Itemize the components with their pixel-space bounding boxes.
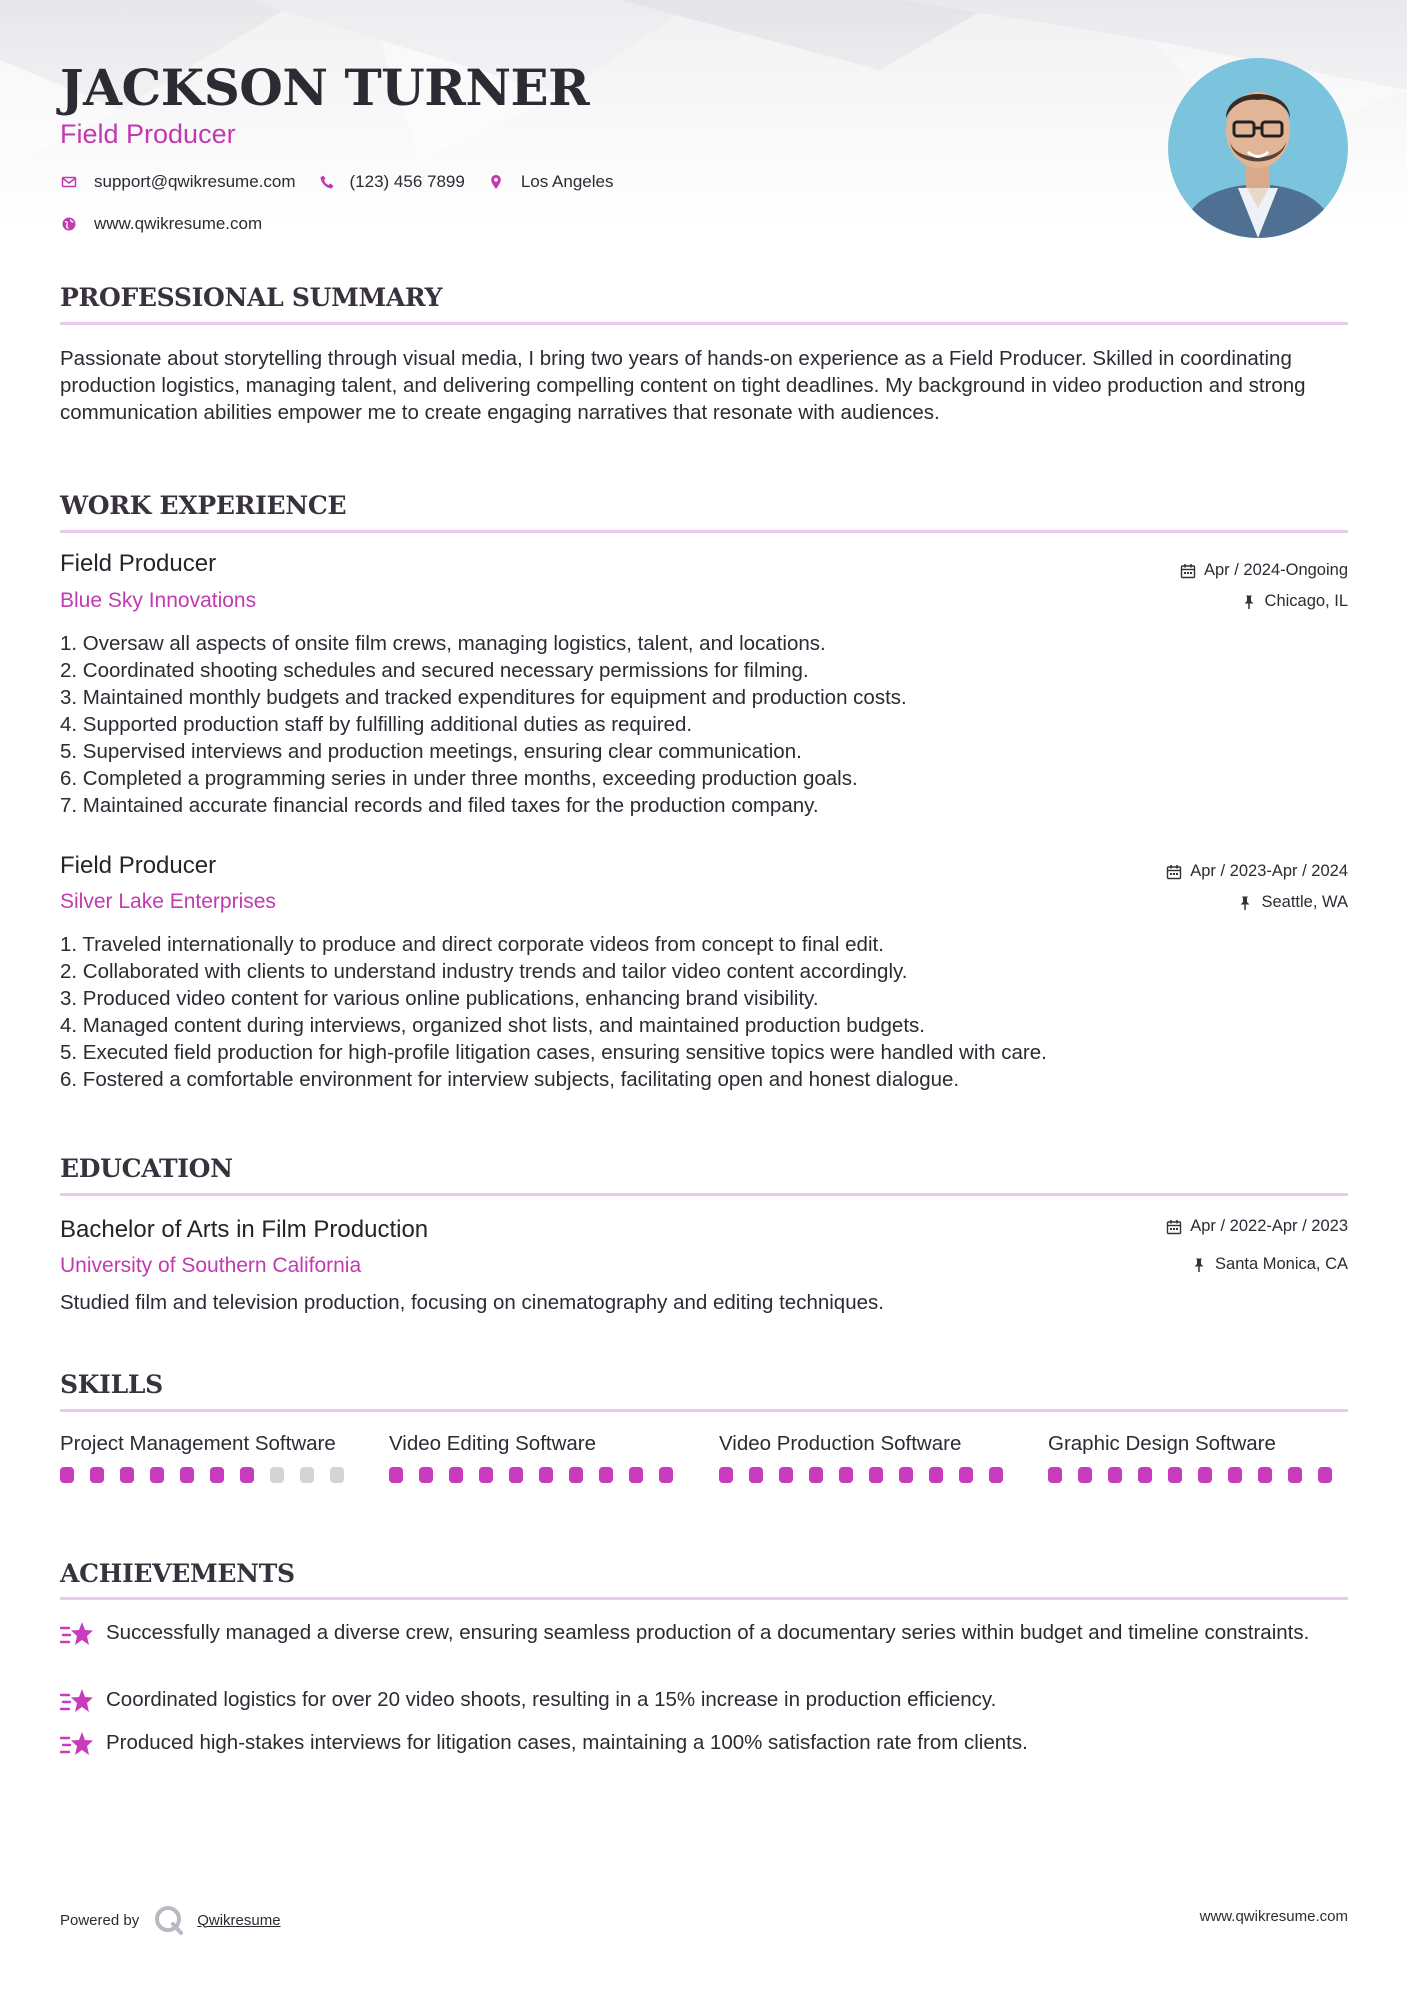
list-item: 2. Coordinated shooting schedules and secured necessary permissions for filming. — [60, 659, 809, 682]
contact-row-secondary — [60, 214, 284, 234]
profile-photo — [1168, 58, 1348, 238]
skill-dot-filled — [809, 1467, 823, 1483]
skill-rating — [60, 1467, 360, 1483]
list-item: 1. Traveled internationally to produce and direct corporate videos from concept to final edit. — [60, 933, 884, 956]
skill-dot-filled — [629, 1467, 643, 1483]
skill-dot-filled — [60, 1467, 74, 1483]
job-company: Blue Sky Innovations — [60, 589, 257, 612]
pushpin-icon — [1237, 895, 1253, 911]
achievements-divider — [60, 1597, 1348, 1600]
skill-rating — [719, 1467, 1019, 1483]
achievements-heading: ACHIEVEMENTS — [60, 1559, 295, 1588]
achievement-text: Successfully managed a diverse crew, ensuring seamless production of a documentary series within budget and timeline constraints. — [106, 1621, 1310, 1644]
footer — [60, 1896, 1348, 1936]
qwikresume-logo-icon — [153, 1904, 185, 1936]
skill-dot-filled — [1318, 1467, 1332, 1483]
job-location-text: Seattle, WA — [1261, 893, 1348, 911]
skill-dot-filled — [569, 1467, 583, 1483]
education-dates — [1166, 1217, 1348, 1236]
star-icon — [60, 1729, 94, 1759]
list-item: 6. Completed a programming series in under three months, exceeding production goals. — [60, 767, 858, 790]
experience-heading: WORK EXPERIENCE — [60, 491, 347, 520]
skill-dot-filled — [869, 1467, 883, 1483]
location-text: Los Angeles — [520, 172, 614, 191]
calendar-icon — [1166, 1219, 1182, 1235]
summary-text: Passionate about storytelling through visual media, I bring two years of hands-on experience as a Field Producer. Skilled in coordinating production logistics, managing talent, and delivering compelling content on tight deadlines. My background in video production and strong communication abilities empower me to create engaging narratives that resonate with audiences. — [60, 347, 1306, 424]
skill-dot-filled — [509, 1467, 523, 1483]
skill-dot-filled — [779, 1467, 793, 1483]
skill-dot-empty — [330, 1467, 344, 1483]
education-description: Studied film and television production, focusing on cinematography and editing techniques. — [60, 1291, 884, 1314]
contact-row-primary — [60, 172, 635, 192]
skill-item — [1048, 1430, 1348, 1483]
skill-item — [60, 1430, 360, 1483]
skills-heading: SKILLS — [60, 1370, 163, 1399]
skill-name: Graphic Design Software — [1048, 1432, 1276, 1455]
job-dates — [1166, 862, 1348, 881]
website-text: www.qwikresume.com — [94, 214, 263, 233]
powered-by — [60, 1904, 281, 1936]
achievement-item — [60, 1729, 1348, 1759]
skill-dot-filled — [1228, 1467, 1242, 1483]
candidate-name: JACKSON TURNER — [60, 58, 590, 117]
list-item: 5. Executed field production for high-profile litigation cases, ensuring sensitive topics were handled with care. — [60, 1041, 1047, 1064]
star-icon — [60, 1686, 94, 1716]
skill-dot-filled — [839, 1467, 853, 1483]
job-title: Field Producer — [60, 550, 217, 577]
job-title: Field Producer — [60, 852, 217, 879]
job-location — [1237, 893, 1348, 912]
job-company: Silver Lake Enterprises — [60, 890, 276, 913]
skill-item — [719, 1430, 1019, 1483]
footer-url[interactable]: www.qwikresume.com — [1199, 1908, 1348, 1925]
list-item: 4. Supported production staff by fulfilling additional duties as required. — [60, 713, 693, 736]
skill-dot-filled — [899, 1467, 913, 1483]
school-name: University of Southern California — [60, 1254, 362, 1277]
skill-dot-filled — [599, 1467, 613, 1483]
skill-dot-filled — [1198, 1467, 1212, 1483]
skill-dot-filled — [210, 1467, 224, 1483]
skill-dot-filled — [479, 1467, 493, 1483]
experience-divider — [60, 530, 1348, 533]
skill-dot-filled — [90, 1467, 104, 1483]
list-item: 3. Produced video content for various online publications, enhancing brand visibility. — [60, 987, 819, 1010]
skill-dot-filled — [449, 1467, 463, 1483]
skills-divider — [60, 1409, 1348, 1412]
contact-phone[interactable] — [318, 172, 465, 192]
skill-dot-filled — [1138, 1467, 1152, 1483]
job-responsibilities — [60, 931, 1348, 1093]
education-dates-text: Apr / 2022-Apr / 2023 — [1190, 1217, 1348, 1235]
skill-dot-empty — [270, 1467, 284, 1483]
calendar-icon — [1180, 563, 1196, 579]
skill-name: Project Management Software — [60, 1432, 336, 1455]
job-location-text: Chicago, IL — [1264, 592, 1348, 610]
skill-dot-filled — [1048, 1467, 1062, 1483]
skill-dot-empty — [300, 1467, 314, 1483]
calendar-icon — [1166, 864, 1182, 880]
achievement-text: Coordinated logistics for over 20 video shoots, resulting in a 15% increase in production efficiency. — [106, 1688, 997, 1711]
skill-dot-filled — [989, 1467, 1003, 1483]
list-item: 1. Oversaw all aspects of onsite film crews, managing logistics, talent, and locations. — [60, 632, 826, 655]
powered-by-label: Powered by — [60, 1911, 140, 1929]
skill-name: Video Editing Software — [389, 1432, 597, 1455]
achievement-text: Produced high-stakes interviews for litigation cases, maintaining a 100% satisfaction rate from clients. — [106, 1731, 1028, 1754]
qwikresume-link[interactable]: Qwikresume — [197, 1911, 281, 1929]
summary-heading: PROFESSIONAL SUMMARY — [60, 283, 443, 312]
skill-dot-filled — [659, 1467, 673, 1483]
skill-name: Video Production Software — [719, 1432, 962, 1455]
star-icon — [60, 1619, 94, 1649]
globe-icon — [60, 215, 78, 233]
skill-dot-filled — [1288, 1467, 1302, 1483]
summary-divider — [60, 322, 1348, 325]
skill-dot-filled — [539, 1467, 553, 1483]
skill-dot-filled — [240, 1467, 254, 1483]
job-dates-text: Apr / 2023-Apr / 2024 — [1190, 862, 1348, 880]
job-dates — [1180, 561, 1348, 580]
skill-dot-filled — [719, 1467, 733, 1483]
skill-dot-filled — [150, 1467, 164, 1483]
job-location — [1241, 592, 1348, 611]
skill-dot-filled — [120, 1467, 134, 1483]
skill-dot-filled — [389, 1467, 403, 1483]
degree-title: Bachelor of Arts in Film Production — [60, 1216, 429, 1243]
education-heading: EDUCATION — [60, 1154, 233, 1183]
skill-dot-filled — [749, 1467, 763, 1483]
candidate-title: Field Producer — [60, 119, 236, 149]
contact-email[interactable] — [60, 172, 296, 192]
achievement-item — [60, 1619, 1348, 1649]
list-item: 6. Fostered a comfortable environment for interview subjects, facilitating open and honest dialogue. — [60, 1068, 960, 1091]
skill-dot-filled — [1078, 1467, 1092, 1483]
job-responsibilities — [60, 630, 1348, 819]
skill-rating — [1048, 1467, 1348, 1483]
achievement-item — [60, 1686, 1348, 1716]
map-pin-icon — [487, 173, 505, 191]
education-divider — [60, 1193, 1348, 1196]
list-item: 5. Supervised interviews and production meetings, ensuring clear communication. — [60, 740, 802, 763]
email-text: support@qwikresume.com — [94, 172, 296, 191]
phone-text: (123) 456 7899 — [349, 172, 465, 191]
skill-dot-filled — [929, 1467, 943, 1483]
education-location-text: Santa Monica, CA — [1215, 1255, 1348, 1273]
skill-item — [389, 1430, 689, 1483]
skill-dot-filled — [180, 1467, 194, 1483]
education-location — [1191, 1255, 1348, 1274]
skill-dot-filled — [1258, 1467, 1272, 1483]
list-item: 7. Maintained accurate financial records and filed taxes for the production company. — [60, 794, 819, 817]
list-item: 3. Maintained monthly budgets and tracked expenditures for equipment and production costs. — [60, 686, 907, 709]
contact-location — [487, 172, 614, 192]
contact-website[interactable] — [60, 214, 262, 234]
job-dates-text: Apr / 2024-Ongoing — [1203, 561, 1348, 579]
pushpin-icon — [1241, 594, 1257, 610]
list-item: 4. Managed content during interviews, organized shot lists, and maintained production budgets. — [60, 1014, 925, 1037]
pushpin-icon — [1191, 1257, 1207, 1273]
skill-rating — [389, 1467, 689, 1483]
skill-dot-filled — [419, 1467, 433, 1483]
skill-dot-filled — [1108, 1467, 1122, 1483]
phone-icon — [318, 173, 336, 191]
list-item: 2. Collaborated with clients to understand industry trends and tailor video content accordingly. — [60, 960, 908, 983]
skill-dot-filled — [1168, 1467, 1182, 1483]
skill-dot-filled — [959, 1467, 973, 1483]
mail-icon — [60, 173, 78, 191]
